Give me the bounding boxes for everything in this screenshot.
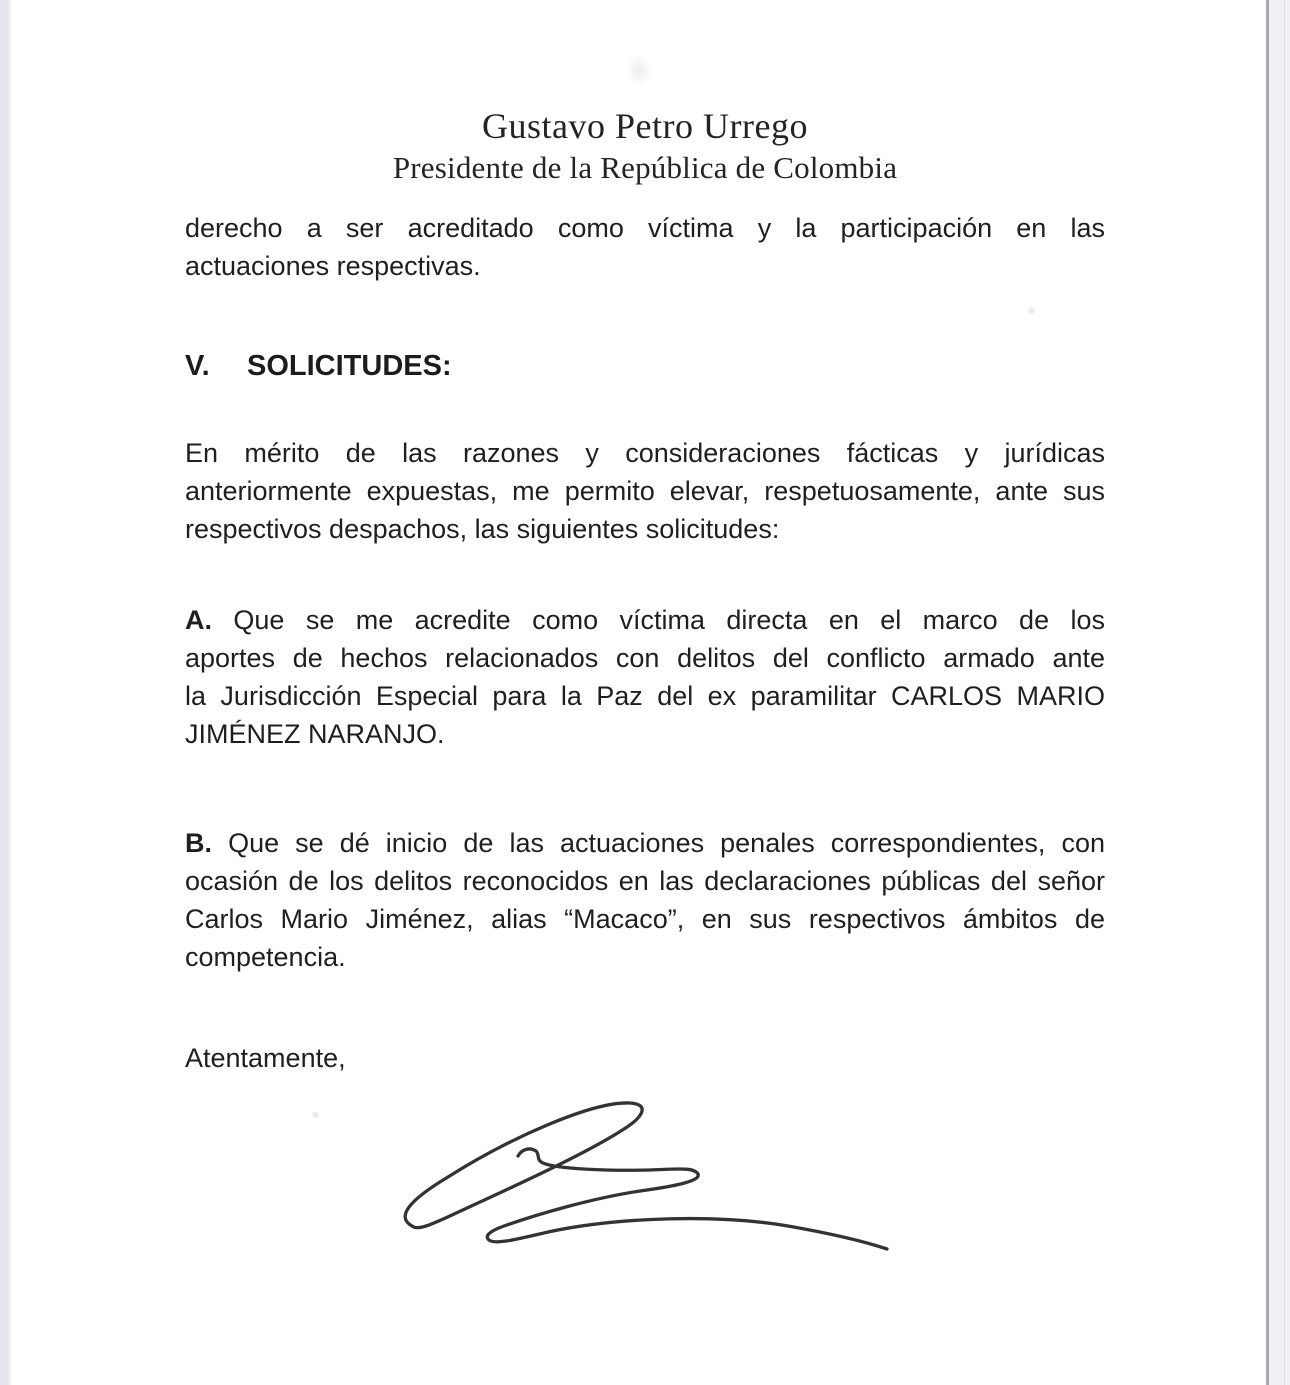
paragraph-solicitud-b bbox=[185, 824, 1105, 976]
text-line: JIMÉNEZ NARANJO. bbox=[185, 719, 445, 749]
text-line: En mérito de las razones y consideraciones fácticas y jurídicas bbox=[185, 438, 1105, 468]
text-line: actuaciones respectivas. bbox=[185, 251, 481, 281]
text-line bbox=[185, 601, 1105, 639]
solicitud-a-marker: A. bbox=[185, 605, 212, 635]
signature-scrawl-icon bbox=[388, 1083, 908, 1268]
text-line: Carlos Mario Jiménez, alias “Macaco”, en sus respectivos ámbitos de bbox=[185, 904, 1105, 934]
scan-edge-left bbox=[0, 0, 11, 1385]
solicitud-b-marker: B. bbox=[185, 828, 212, 858]
text-line: la Jurisdicción Especial para la Paz del ex paramilitar CARLOS MARIO bbox=[185, 681, 1105, 711]
text-span: Que se me acredite como víctima directa en el marco de los bbox=[233, 605, 1105, 635]
text-line: anteriormente expuestas, me permito elevar, respetuosamente, ante sus bbox=[185, 476, 1105, 506]
text-line: aportes de hechos relacionados con delitos del conflicto armado ante bbox=[185, 643, 1105, 673]
scan-edge-right-line bbox=[1266, 0, 1269, 1385]
scan-edge-right-strip bbox=[1268, 0, 1290, 1385]
scan-speck bbox=[1028, 308, 1035, 314]
scan-smudge bbox=[622, 48, 656, 92]
text-line: competencia. bbox=[185, 942, 346, 972]
section-label: SOLICITUDES: bbox=[247, 350, 452, 382]
text-line: respectivos despachos, las siguientes solicitudes: bbox=[185, 514, 780, 544]
paragraph-solicitud-a bbox=[185, 601, 1105, 753]
section-heading bbox=[185, 347, 1105, 385]
section-numeral: V. bbox=[185, 350, 210, 382]
text-line: derecho a ser acreditado como víctima y la participación en las bbox=[185, 213, 1105, 243]
paragraph-intro bbox=[185, 209, 1105, 285]
signature-flourish-stroke bbox=[487, 1149, 887, 1249]
scan-speck bbox=[312, 1112, 319, 1118]
paragraph-merito bbox=[185, 434, 1105, 548]
scan-edge-right-faint-line bbox=[1284, 0, 1285, 1385]
author-name: Gustavo Petro Urrego bbox=[482, 106, 808, 146]
signature-loop-stroke bbox=[405, 1103, 642, 1228]
text-line bbox=[185, 824, 1105, 862]
text-line: ocasión de los delitos reconocidos en las declaraciones públicas del señor bbox=[185, 866, 1105, 896]
closing-line: Atentamente, bbox=[185, 1043, 346, 1073]
author-title: Presidente de la República de Colombia bbox=[392, 150, 898, 185]
text-span: Que se dé inicio de las actuaciones penales correspondientes, con bbox=[228, 828, 1105, 858]
